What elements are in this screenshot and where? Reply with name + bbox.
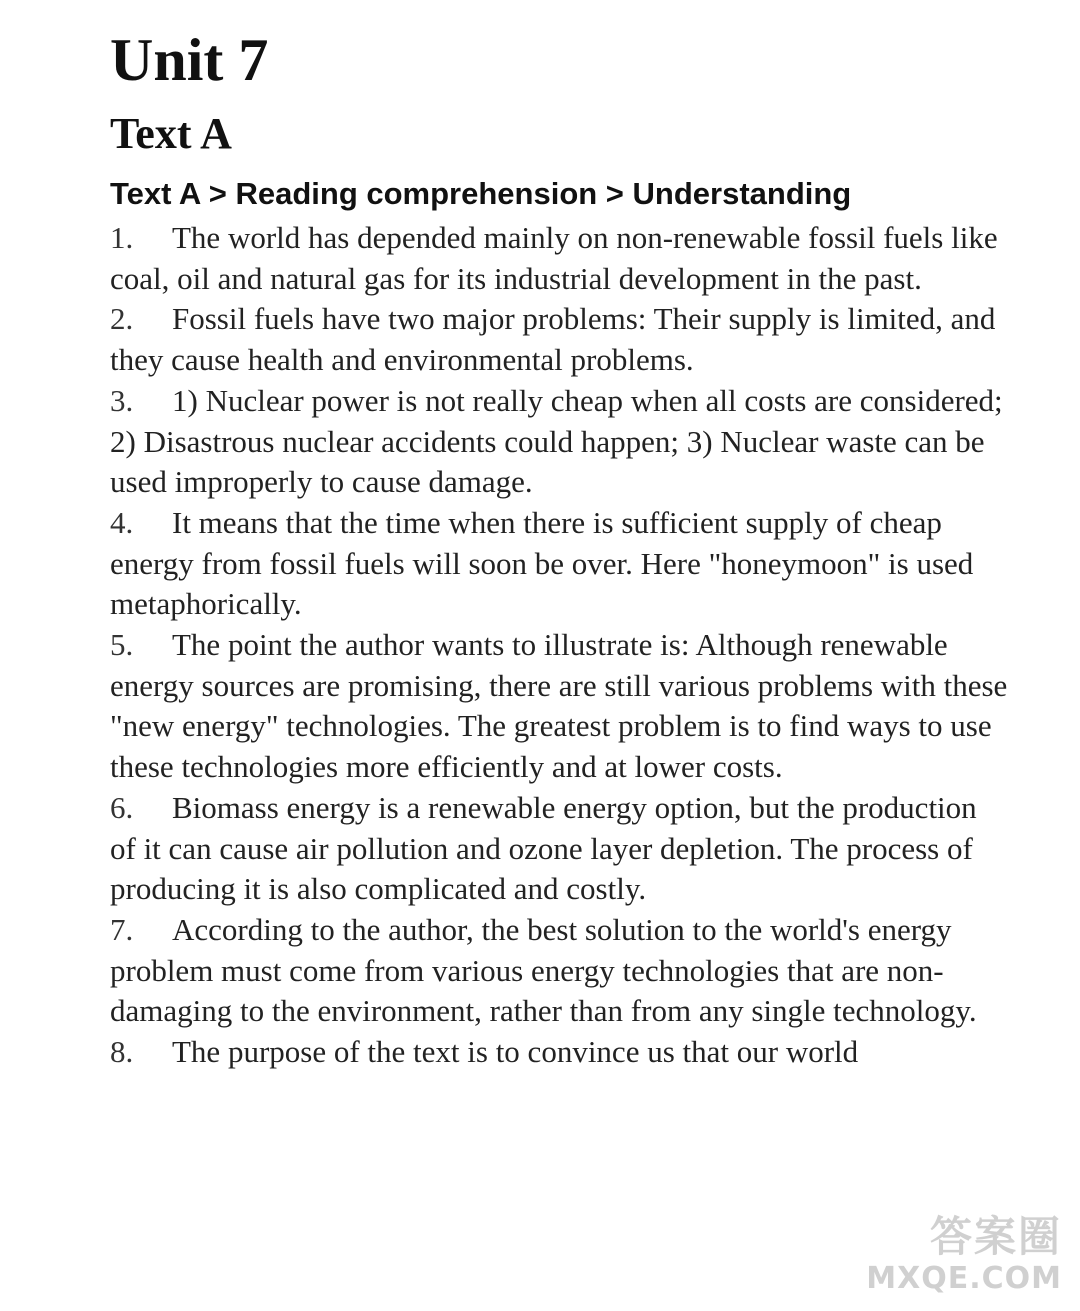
answer-text: The purpose of the text is to convince us that our world xyxy=(172,1034,859,1070)
answer-number: 5. xyxy=(110,627,134,663)
answer-item xyxy=(110,625,1010,788)
answer-item xyxy=(110,1032,1010,1073)
answer-number: 6. xyxy=(110,789,134,825)
answer-item xyxy=(110,299,1010,380)
answer-item xyxy=(110,503,1010,625)
answer-number: 2. xyxy=(110,301,134,337)
answer-item xyxy=(110,381,1010,503)
answer-item xyxy=(110,218,1010,299)
watermark-logo-text: 答案圈 xyxy=(929,1212,1062,1261)
answer-text: It means that the time when there is sufficient supply of cheap energy from fossil fuels will soon be over. Here "honeymoon" is used metaphorically. xyxy=(110,504,974,622)
answer-item xyxy=(110,788,1010,910)
section-title: Text A xyxy=(110,109,232,158)
answer-number: 4. xyxy=(110,504,134,540)
answer-number: 7. xyxy=(110,911,134,947)
unit-title: Unit 7 xyxy=(110,27,269,93)
answer-text: The point the author wants to illustrate is: Although renewable energy sources are promising, there are still various problems with these "new energy" technologies. The greatest problem is to find ways to use these technologies more efficiently and at lower costs. xyxy=(110,627,1008,785)
document-page xyxy=(110,22,1010,1073)
answer-item xyxy=(110,910,1010,1032)
answer-text: Biomass energy is a renewable energy option, but the production of it can cause air pollution and ozone layer depletion. The process of producing it is also complicated and costly. xyxy=(110,789,977,907)
answer-number: 3. xyxy=(110,382,134,418)
watermark-url: MXQE.COM xyxy=(866,1261,1062,1296)
breadcrumb: Text A > Reading comprehension > Understanding xyxy=(110,176,852,211)
answer-text: Fossil fuels have two major problems: Their supply is limited, and they cause health and environmental problems. xyxy=(110,301,996,378)
watermark-logo xyxy=(832,1213,1062,1305)
answer-number: 8. xyxy=(110,1034,134,1070)
answer-list xyxy=(110,218,1010,1073)
answer-text: 1) Nuclear power is not really cheap when all costs are considered; 2) Disastrous nuclear accidents could happen; 3) Nuclear waste can be used improperly to cause damage. xyxy=(110,382,1003,500)
answer-text: According to the author, the best solution to the world's energy problem must come from various energy technologies that are non-damaging to the environment, rather than from any single technology. xyxy=(110,911,977,1029)
answer-number: 1. xyxy=(110,220,134,255)
answer-text: The world has depended mainly on non-renewable fossil fuels like coal, oil and natural gas for its industrial development in the past. xyxy=(110,220,998,296)
